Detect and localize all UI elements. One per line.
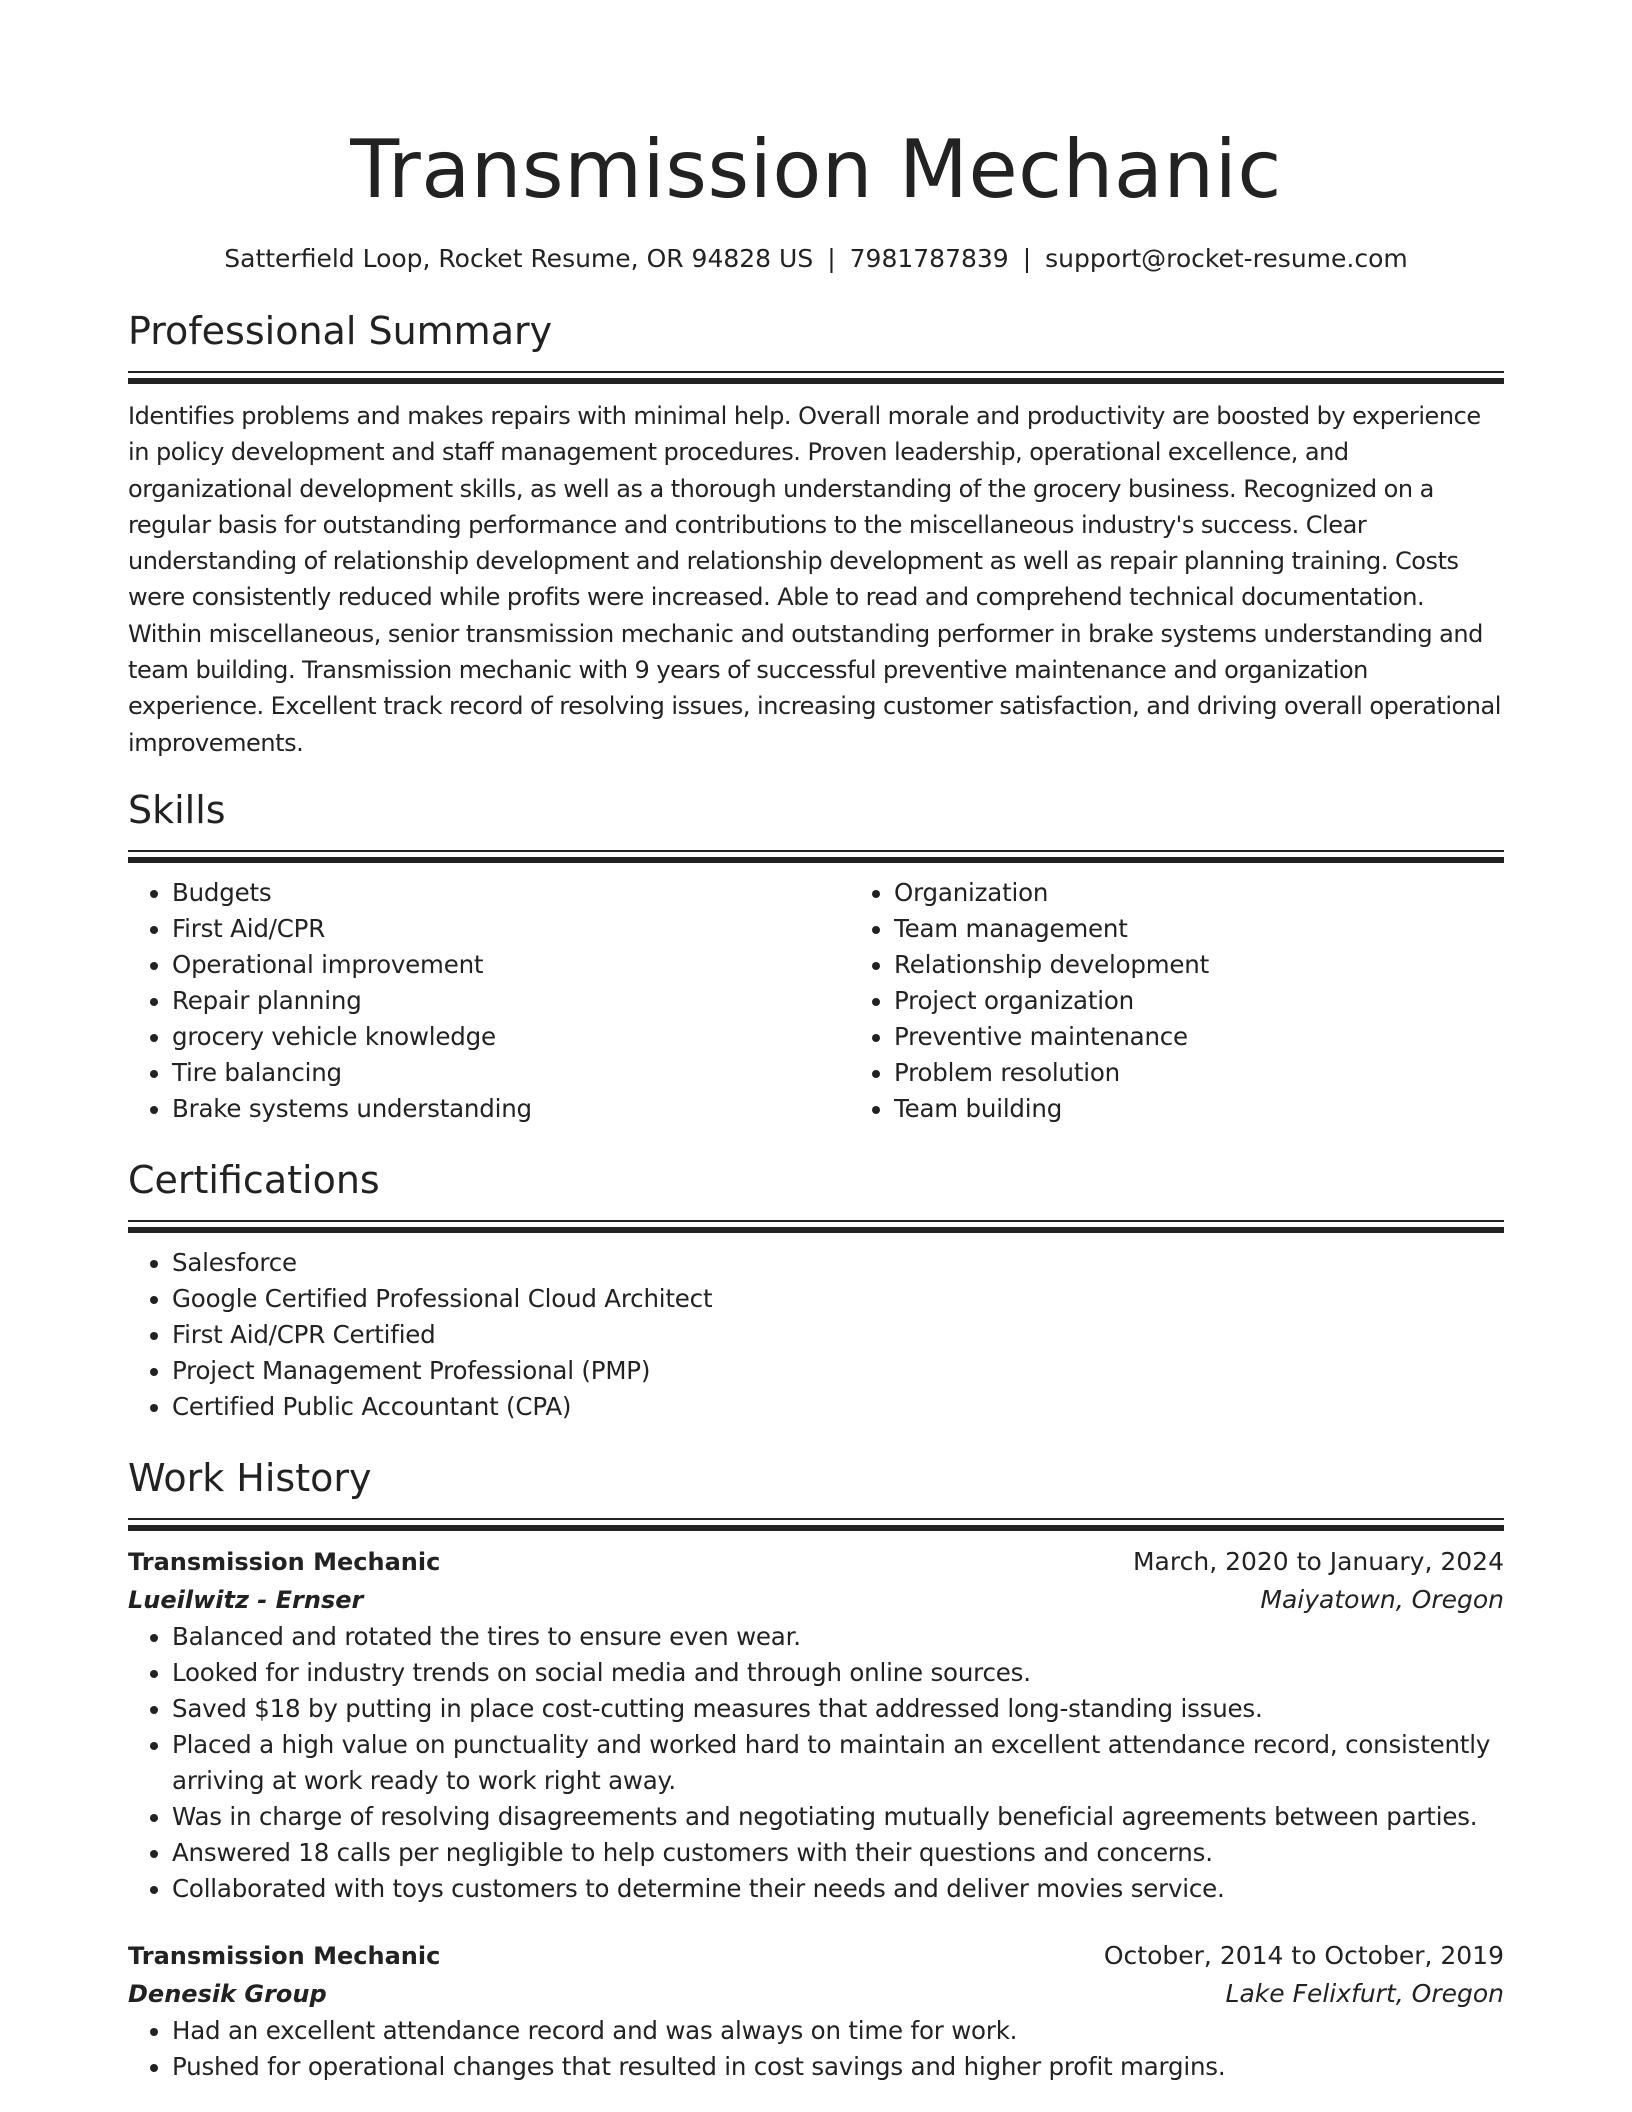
skills-grid (128, 875, 1504, 1127)
job-entry (128, 1543, 1504, 1907)
job-bullet: • Pushed for operational changes that resulted in cost savings and higher profit margins. (172, 2049, 1504, 2085)
job-company: Denesik Group (128, 1979, 327, 2008)
job-bullet: • Looked for industry trends on social media and through online sources. (172, 1655, 1504, 1691)
skill-item: • Repair planning (172, 983, 850, 1019)
job-company: Lueilwitz - Ernser (128, 1585, 364, 1614)
summary-text: Identifies problems and makes repairs with minimal help. Overall morale and productivity are boosted by experience in policy development and staff management procedures. Proven leadership, operational excellence, and organizational development skills, as well as a thorough understanding of the grocery business. Recognized on a regular basis for outstanding performance and contributions to the miscellaneous industry's success. Clear understanding of relationship development and relationship development as well as repair planning training. Costs were consistently reduced while profits were increased. Able to read and comprehend technical documentation. Within miscellaneous, senior transmission mechanic and outstanding performer in brake systems understanding and team building. Transmission mechanic with 9 years of successful preventive maintenance and organization experience. Excellent track record of resolving issues, increasing customer satisfaction, and driving overall operational improvements. (128, 402, 1502, 757)
job-bullet: • Balanced and rotated the tires to ensure even wear. (172, 1619, 1504, 1655)
job-location: Lake Felixfurt, Oregon (1225, 1978, 1504, 2008)
contact-separator: | (1022, 244, 1032, 273)
work-history-section (128, 1454, 1504, 2085)
skills-left-column (128, 875, 850, 1127)
job-bullet: • Had an excellent attendance record and was always on time for work. (172, 2013, 1504, 2049)
section-title-summary: Professional Summary (128, 309, 553, 353)
section-title-certifications: Certifications (128, 1157, 380, 1202)
job-header (128, 1937, 1504, 1975)
job-title: Transmission Mechanic (128, 1941, 441, 1970)
job-title: Transmission Mechanic (128, 1547, 441, 1576)
skill-item: • Tire balancing (172, 1055, 850, 1091)
skill-item: • Team building (894, 1091, 1572, 1127)
certifications-list (128, 1245, 1504, 1425)
job-entry (128, 1937, 1504, 2085)
certification-item: • Google Certified Professional Cloud Architect (172, 1281, 1504, 1317)
contact-phone: 7981787839 (849, 244, 1009, 273)
skill-item: • Budgets (172, 875, 850, 911)
skill-item: • Problem resolution (894, 1055, 1572, 1091)
certification-item: • Project Management Professional (PMP) (172, 1353, 1504, 1389)
job-bullet: • Collaborated with toys customers to determine their needs and deliver movies service. (172, 1871, 1504, 1907)
skill-item: • Operational improvement (172, 947, 850, 983)
job-dates: March, 2020 to January, 2024 (1132, 1546, 1504, 1576)
certification-item: • Certified Public Accountant (CPA) (172, 1389, 1504, 1425)
skills-right-column (850, 875, 1572, 1127)
job-responsibilities (128, 1619, 1504, 1907)
summary-section (128, 307, 1504, 761)
section-title-skills: Skills (128, 787, 226, 832)
resume-page (128, 0, 1504, 2085)
section-title-work-history: Work History (128, 1455, 372, 1500)
resume-name: Transmission Mechanic (350, 123, 1282, 216)
skill-item: • Organization (894, 875, 1572, 911)
job-header (128, 1543, 1504, 1581)
certifications-section (128, 1156, 1504, 1425)
certification-item: • Salesforce (172, 1245, 1504, 1281)
section-divider (128, 371, 1504, 384)
job-bullet: • Answered 18 calls per negligible to help customers with their questions and concerns. (172, 1835, 1504, 1871)
job-subheader (128, 1975, 1504, 2013)
job-bullet: • Was in charge of resolving disagreements and negotiating mutually beneficial agreements between parties. (172, 1799, 1504, 1835)
skill-item: • Team management (894, 911, 1572, 947)
skill-item: • First Aid/CPR (172, 911, 850, 947)
job-bullet: • Saved $18 by putting in place cost-cutting measures that addressed long-standing issues. (172, 1691, 1504, 1727)
job-dates: October, 2014 to October, 2019 (1103, 1940, 1504, 1970)
contact-line (128, 242, 1504, 276)
skill-item: • Preventive maintenance (894, 1019, 1572, 1055)
skill-item: • Relationship development (894, 947, 1572, 983)
certification-item: • First Aid/CPR Certified (172, 1317, 1504, 1353)
section-divider (128, 1518, 1504, 1531)
skill-item: • Project organization (894, 983, 1572, 1019)
skills-section (128, 786, 1504, 1127)
section-divider (128, 1220, 1504, 1233)
contact-email: support@rocket-resume.com (1045, 244, 1408, 273)
skill-item: • grocery vehicle knowledge (172, 1019, 850, 1055)
job-subheader (128, 1581, 1504, 1619)
job-responsibilities (128, 2013, 1504, 2085)
skill-item: • Brake systems understanding (172, 1091, 850, 1127)
job-location: Maiyatown, Oregon (1260, 1584, 1504, 1614)
contact-address: Satterfield Loop, Rocket Resume, OR 94828 US (224, 244, 814, 273)
job-bullet: • Placed a high value on punctuality and worked hard to maintain an excellent attendance record, consistently arriving at work ready to work right away. (172, 1727, 1504, 1799)
section-divider (128, 850, 1504, 863)
contact-separator: | (827, 244, 836, 273)
